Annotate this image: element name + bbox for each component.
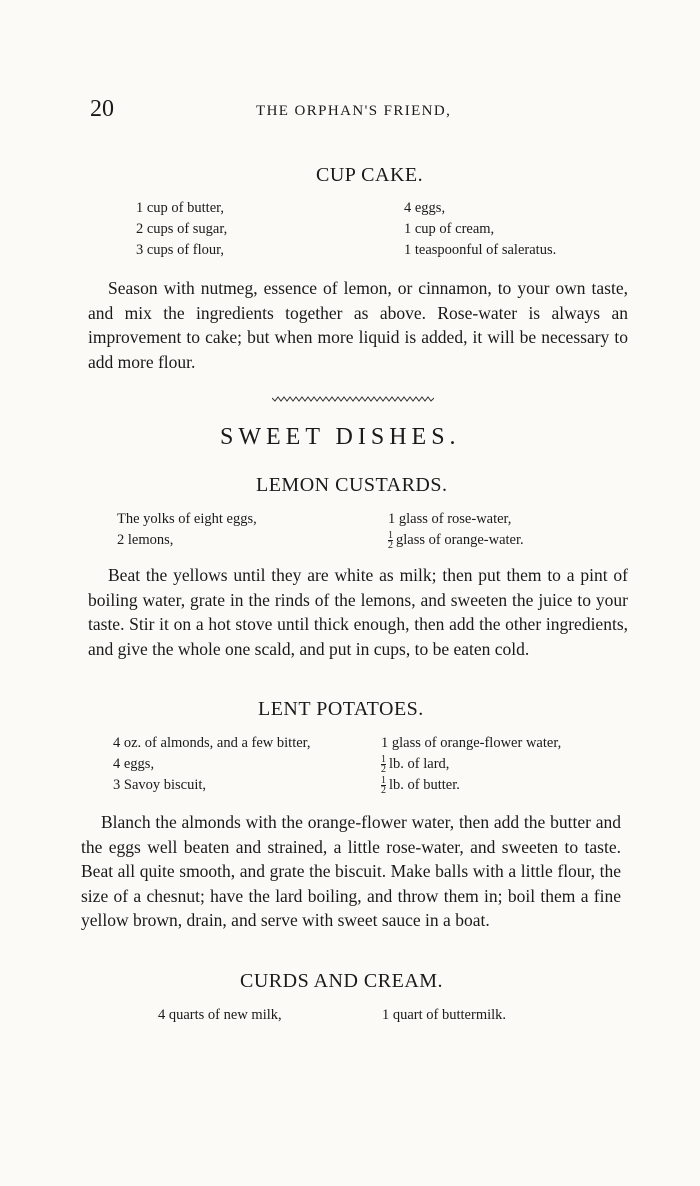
paragraph: Beat the yellows until they are white as milk; then put them to a pint of boiling water, grate in the rinds of the lemons, and sweeten the juice to your taste. Stir it on a hot stove until thick enough, then add the other ingredients, and give the whole one scald, and put in cups, to be eaten cold. bbox=[88, 565, 628, 659]
ingredient: The yolks of eight eggs, bbox=[117, 511, 257, 527]
running-title: THE ORPHAN'S FRIEND, bbox=[256, 103, 452, 119]
ingredient: 1 glass of rose-water, bbox=[388, 511, 512, 527]
fraction: $\frac{1}{2}$ bbox=[388, 530, 393, 552]
lent-potatoes-instructions bbox=[81, 810, 621, 933]
cup-cake-title: CUP CAKE. bbox=[316, 164, 424, 186]
cup-cake-ingredients-left bbox=[136, 198, 227, 261]
ingredient: $\frac{1}{2}$ lb. of lard, bbox=[381, 754, 450, 776]
lemon-custards-ingredients-right bbox=[388, 509, 524, 551]
curds-and-cream-ingredients-left bbox=[158, 1005, 282, 1026]
ingredient: 4 eggs, bbox=[404, 200, 446, 216]
ingredient: 1 cup of cream, bbox=[404, 221, 495, 237]
lemon-custards-instructions bbox=[88, 563, 628, 661]
lent-potatoes-ingredients-left bbox=[113, 733, 311, 796]
ingredient: 1 teaspoonful of saleratus. bbox=[404, 242, 557, 258]
ingredient: 1 glass of orange-flower water, bbox=[381, 735, 562, 751]
paragraph: Blanch the almonds with the orange-flower water, then add the butter and the eggs well beaten and strained, a little rose-water, and sweeten to taste. Beat all quite smooth, and grate the biscuit. Make balls with a little flour, the size of a chesnut; have the lard boiling, and throw them in; boil them a fine yellow brown, drain, and serve with sweet sauce in a boat. bbox=[81, 812, 621, 930]
page-number: 20 bbox=[90, 96, 114, 122]
wavy-divider-ornament bbox=[272, 396, 434, 402]
ingredient: 4 quarts of new milk, bbox=[158, 1007, 282, 1023]
ingredient: $\frac{1}{2}$ glass of orange-water. bbox=[388, 530, 524, 552]
lemon-custards-title: LEMON CUSTARDS. bbox=[256, 474, 448, 496]
ingredient: 1 cup of butter, bbox=[136, 200, 225, 216]
section-title: SWEET DISHES. bbox=[220, 424, 461, 450]
ingredient: 1 quart of buttermilk. bbox=[382, 1007, 507, 1023]
lent-potatoes-ingredients-right bbox=[381, 733, 561, 796]
ingredient: 3 Savoy biscuit, bbox=[113, 777, 207, 793]
ingredient: 4 eggs, bbox=[113, 756, 155, 772]
lent-potatoes-title: LENT POTATOES. bbox=[258, 698, 424, 720]
curds-and-cream-ingredients-right bbox=[382, 1005, 506, 1026]
lemon-custards-ingredients-left bbox=[117, 509, 257, 551]
ingredient: 2 lemons, bbox=[117, 532, 174, 548]
cup-cake-instructions bbox=[88, 276, 628, 374]
fraction: $\frac{1}{2}$ bbox=[381, 754, 386, 776]
fraction: $\frac{1}{2}$ bbox=[381, 775, 386, 797]
ingredient: 3 cups of flour, bbox=[136, 242, 225, 258]
ingredient: 2 cups of sugar, bbox=[136, 221, 228, 237]
ingredient: $\frac{1}{2}$ lb. of butter. bbox=[381, 775, 460, 797]
ingredient: 4 oz. of almonds, and a few bitter, bbox=[113, 735, 311, 751]
cup-cake-ingredients-right bbox=[404, 198, 556, 261]
curds-and-cream-title: CURDS AND CREAM. bbox=[240, 970, 444, 992]
paragraph: Season with nutmeg, essence of lemon, or cinnamon, to your own taste, and mix the ingredients together as above. Rose-water is always an improvement to cake; but when more liquid is added, it will be necessary to add more flour. bbox=[88, 278, 628, 372]
